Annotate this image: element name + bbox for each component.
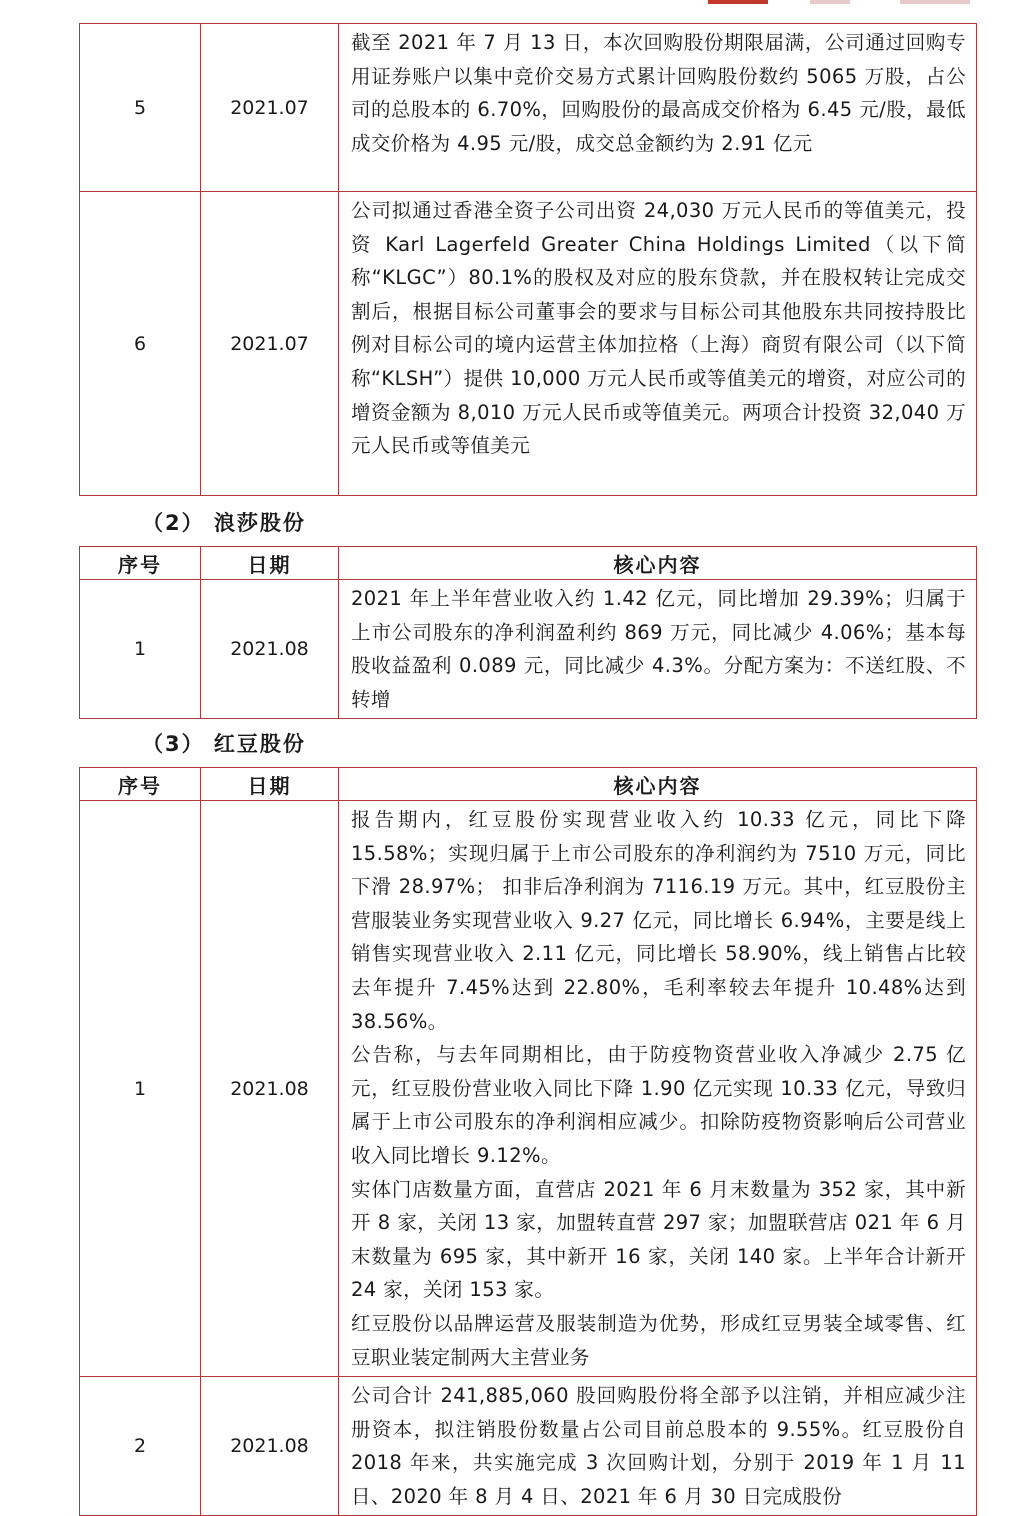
section-heading-hongdou: （3） 红豆股份 [142,732,306,756]
row-content [339,1377,977,1516]
content-paragraph: 公司合计 241,885,060 股回购股份将全部予以注销，并相应减少注册资本，拟注销股份数量占公司目前总股本的 9.55%。红豆股份自 2018 年来，共实施完成 3 次回购计划，分别于 2019 年 1 月 11 日、2020 年 8 月 4 日、2021 年 6 月 30 日完成股份 [351,1384,966,1508]
row-date: 2021.08 [201,801,339,1377]
row-number: 6 [80,192,201,496]
section-heading-langsha: （2） 浪莎股份 [142,511,306,535]
header-content: 核心内容 [339,547,977,580]
decoration-mark [810,0,850,4]
header-num: 序号 [80,547,201,580]
decoration-mark [900,0,970,4]
content-paragraph: 截至 2021 年 7 月 13 日，本次回购股份期限届满，公司通过回购专用证券账户以集中竞价交易方式累计回购股份数约 5065 万股，占公司的总股本的 6.70%，回购股份的最高成交价格为 6.45 元/股，最低成交价格为 4.95 元/股，成交总金额约为 2.91 亿元 [351,31,966,155]
header-num: 序号 [80,768,201,801]
table-langsha [79,546,977,719]
row-content [339,192,977,496]
header-date: 日期 [201,547,339,580]
content-paragraph: 公告称，与去年同期相比，由于防疫物资营业收入净减少 2.75 亿元，红豆股份营业收入同比下降 1.90 亿元实现 10.33 亿元，导致归属于上市公司股东的净利润相应减少。扣除防疫物资影响后公司营业收入同比增长 9.12%。 [351,1043,966,1167]
content-paragraph: 实体门店数量方面，直营店 2021 年 6 月末数量为 352 家，其中新开 8 家，关闭 13 家，加盟转直营 297 家；加盟联营店 021 年 6 月末数量为 695 家，其中新开 16 家，关闭 140 家。上半年合计新开 24 家，关闭 153 家。 [351,1177,966,1302]
row-content [339,24,977,192]
content-paragraph: 报告期内，红豆股份实现营业收入约 10.33 亿元，同比下降 15.58%；实现归属于上市公司股东的净利润约为 7510 万元，同比下滑 28.97%； 扣非后净利润为 7116.19 万元。其中，红豆股份主营服装业务实现营业收入 9.27 亿元，同比增长 6.94%，主要是线上销售实现营业收入 2.11 亿元，同比增长 58.90%，线上销售占比较去年提升 7.45%达到 22.80%，毛利率较去年提升 10.48%达到 38.56%。 [351,808,966,1033]
row-content [339,801,977,1377]
table-hongdou [79,767,977,1516]
row-number: 2 [80,1377,201,1516]
row-date: 2021.08 [201,580,339,719]
row-date: 2021.07 [201,192,339,496]
content-paragraph: 公司拟通过香港全资子公司出资 24,030 万元人民币的等值美元，投资 Karl Lagerfeld Greater China Holdings Limited（以下简称“KLGC”）80.1%的股权及对应的股东贷款，并在股权转让完成交割后，根据目标公司董事会的要求与目标公司其他股东共同按持股比例对目标公司的境内运营主体加拉格（上海）商贸有限公司（以下简称“KLSH”）提供 10,000 万元人民币或等值美元的增资，对应公司的增资金额为 8,010 万元人民币或等值美元。两项合计投资 32,040 万元人民币或等值美元 [351,199,966,458]
content-paragraph: 2021 年上半年营业收入约 1.42 亿元，同比增加 29.39%；归属于上市公司股东的净利润盈利约 869 万元，同比减少 4.06%；基本每股收益盈利 0.089 元，同比减少 4.3%。分配方案为：不送红股、不转增 [351,587,966,711]
table-row [80,580,977,719]
content-paragraph: 红豆股份以品牌运营及服装制造为优势，形成红豆男装全域零售、红豆职业装定制两大主营业务 [351,1311,966,1369]
row-date: 2021.07 [201,24,339,192]
decoration-mark [708,0,768,4]
header-date: 日期 [201,768,339,801]
header-content: 核心内容 [339,768,977,801]
row-number: 1 [80,801,201,1377]
table-continued [79,23,977,496]
row-number: 1 [80,580,201,719]
table-header-row [80,547,977,580]
row-date: 2021.08 [201,1377,339,1516]
top-decoration [700,0,970,6]
row-content [339,580,977,719]
table-header-row [80,768,977,801]
table-row [80,1377,977,1516]
table-row [80,801,977,1377]
table-row [80,192,977,496]
row-number: 5 [80,24,201,192]
table-row [80,24,977,192]
